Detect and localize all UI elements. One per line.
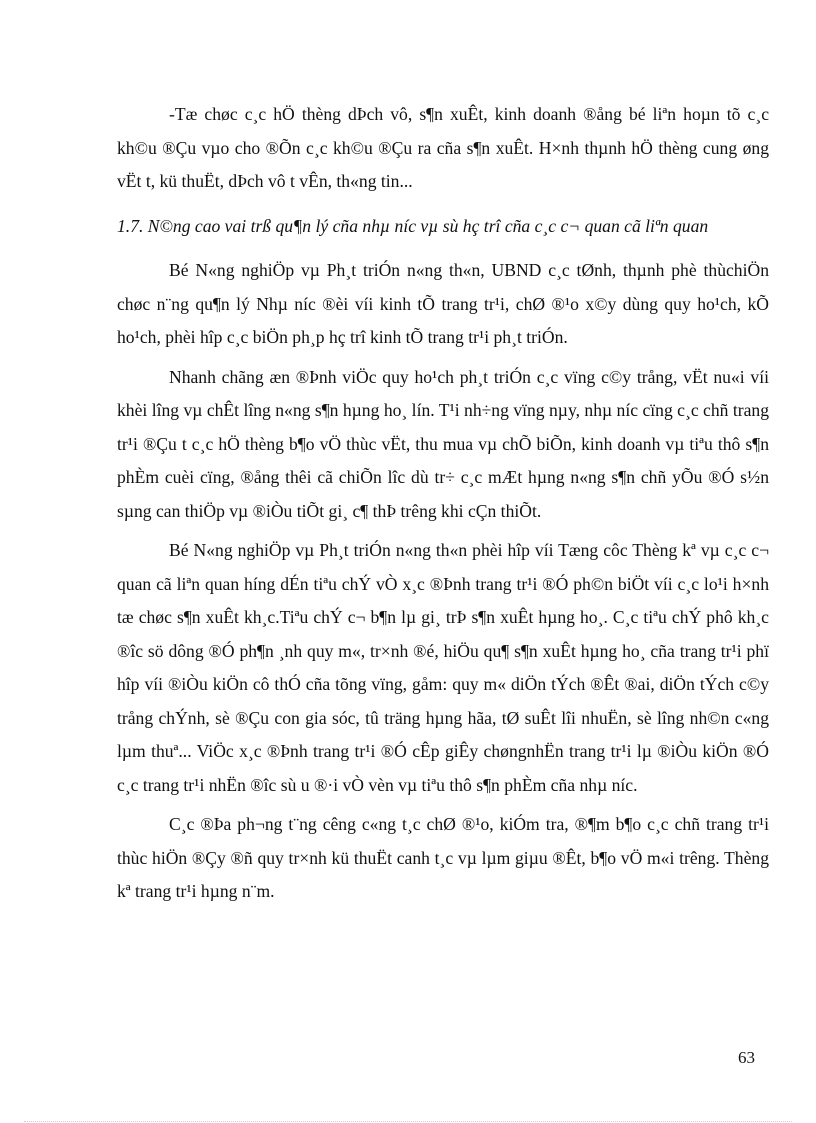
paragraph-ministry-management: Bé N«ng nghiÖp vµ Ph¸t triÓn n«ng th«n, UBND c¸c tØnh, thµnh phè thùchiÖn chøc n¨ng qu¶n lý Nhµ níc ®èi víi kinh tÕ trang tr¹i, chØ ®¹o x©y dùng quy ho¹ch, kÕ ho¹ch, phèi hîp c¸c biÖn ph¸p hç trî kinh tÕ trang tr¹i ph¸t triÓn. [117, 260, 769, 347]
footer-divider [24, 1121, 792, 1122]
paragraph-farm-criteria: Bé N«ng nghiÖp vµ Ph¸t triÓn n«ng th«n phèi hîp víi Tæng côc Thèng kª vµ c¸c c¬ quan cã liªn quan híng dÉn tiªu chÝ vÒ x¸c ®Þnh trang tr¹i ®Ó ph©n biÖt víi c¸c lo¹i h×nh tæ chøc s¶n xuÊt kh¸c.Tiªu chÝ c¬ b¶n lµ gi¸ trÞ s¶n xuÊt hµng ho¸. C¸c tiªu chÝ phô kh¸c ®îc sö dông ®Ó ph¶n ¸nh quy m«, tr×nh ®é, hiÖu qu¶ s¶n xuÊt hµng ho¸ cña trang tr¹i phï hîp víi ®iÒu kiÖn cô thÓ cña tõng vïng, gåm: quy m« diÖn tÝch ®Êt ®ai, diÖn tÝch c©y trång chÝnh, sè ®Çu con gia sóc, tû träng hµng hãa, tØ suÊt lîi nhuËn, sè lîng nh©n c«ng lµm thuª... ViÖc x¸c ®Þnh trang tr¹i ®Ó cÊp giÊy chøngnhËn trang tr¹i lµ ®iÒu kiÖn ®Ó c¸c trang tr¹i nhËn ®îc sù u ®·i vÒ vèn vµ tiªu thô s¶n phÈm cña nhµ níc. [117, 540, 769, 795]
body-paragraphs [117, 254, 769, 909]
section-heading-block [117, 210, 769, 244]
section-heading: 1.7. N©ng cao vai trß qu¶n lý cña nhµ níc vµ sù hç trî cña c¸c c¬ quan cã liªn quan [117, 216, 709, 236]
text-column [117, 98, 769, 199]
page-number: 63 [738, 1048, 755, 1067]
paragraph-local-inspection: C¸c ®Þa ph¬ng t¨ng cêng c«ng t¸c chØ ®¹o, kiÓm tra, ®¶m b¶o c¸c chñ trang tr¹i thùc hiÖn ®Çy ®ñ quy tr×nh kü thuËt canh t¸c vµ lµm giµu ®Êt, b¶o vÖ m«i trêng. Thèng kª trang tr¹i hµng n¨m. [117, 814, 769, 901]
paragraph-planning-stabilization: Nhanh chãng æn ®Þnh viÖc quy ho¹ch ph¸t triÓn c¸c vïng c©y trång, vËt nu«i víi khèi lîng vµ chÊt lîng n«ng s¶n hµng ho¸ lín. T¹i nh÷ng vïng nµy, nhµ níc cïng c¸c chñ trang tr¹i ®Çu t c¸c hÖ thèng b¶o vÖ thùc vËt, thu mua vµ chÕ biÕn, kinh doanh vµ tiªu thô s¶n phÈm cuèi cïng, ®ång thêi cã chiÕn lîc dù tr÷ c¸c mÆt hµng n«ng s¶n chñ yÕu ®Ó s½n sµng can thiÖp vµ ®iÒu tiÕt gi¸ c¶ thÞ trêng khi cÇn thiÕt. [117, 366, 769, 521]
paragraph-organization-services: -Tæ chøc c¸c hÖ thèng dÞch vô, s¶n xuÊt, kinh doanh ®ång bé liªn hoµn tõ c¸c kh©u ®Çu vµo cho ®Õn c¸c kh©u ®Çu ra cña s¶n xuÊt. H×nh thµnh hÖ thèng cung øng vËt t, kü thuËt, dÞch vô t vÊn, th«ng tin... [117, 104, 769, 191]
